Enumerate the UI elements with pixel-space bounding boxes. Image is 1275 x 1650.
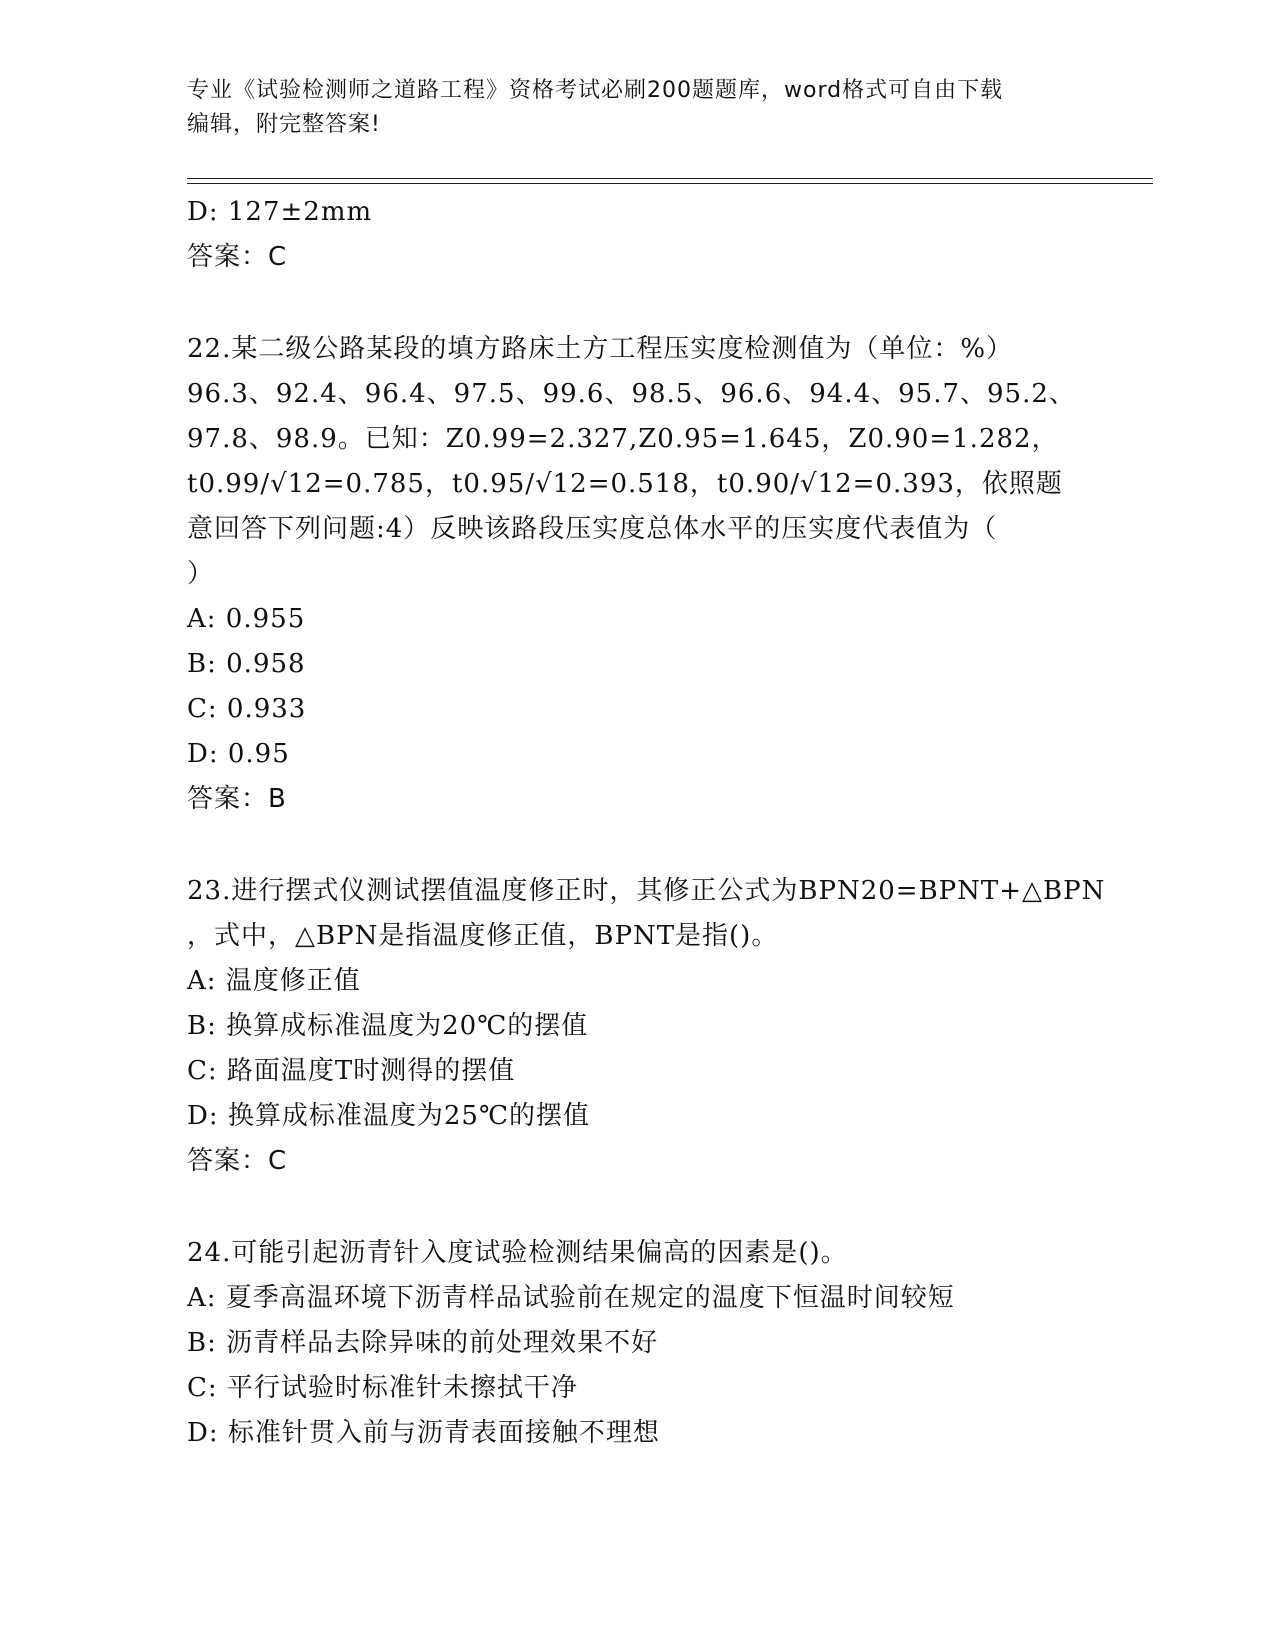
question-text: 96.3、92.4、96.4、97.5、99.6、98.5、96.6、94.4、95.7、95.2、 [187,379,1076,409]
option-d: D: 标准针贯入前与沥青表面接触不理想 [187,1418,660,1448]
option-a: A: 夏季高温环境下沥青样品试验前在规定的温度下恒温时间较短 [187,1283,955,1313]
option-b: B: 0.958 [187,649,306,679]
question-text: 24.可能引起沥青针入度试验检测结果偏高的因素是()。 [187,1238,848,1268]
question-text: 97.8、98.9。已知：Z0.99=2.327,Z0.95=1.645，Z0.90=1.282， [187,424,1059,454]
option-d: D: 换算成标准温度为25℃的摆值 [187,1101,591,1131]
option-d: D: 0.95 [187,739,290,769]
question-block [187,1231,1087,1456]
option-c: C: 0.933 [187,694,307,724]
question-block [187,869,1106,1184]
option-b: B: 换算成标准温度为20℃的摆值 [187,1011,589,1041]
header-rule-bottom [187,183,1153,184]
question-text: 22.某二级公路某段的填方路床土方工程压实度检测值为（单位：%） [187,334,1014,364]
question-block [187,327,1087,822]
option-c: C: 平行试验时标准针未擦拭干净 [187,1373,578,1403]
option-a: A: 0.955 [187,604,306,634]
option-line: D: 127±2mm [187,197,373,227]
document-header [187,74,1067,142]
header-line-2: 编辑，附完整答案! [187,112,381,137]
question-block [187,190,1087,280]
document-body [187,190,1106,1456]
answer-line: 答案：B [187,784,287,814]
answer-line: 答案：C [187,1146,288,1176]
option-b: B: 沥青样品去除异味的前处理效果不好 [187,1328,659,1358]
option-c: C: 路面温度T时测得的摆值 [187,1056,516,1086]
question-text: t0.99/√12=0.785，t0.95/√12=0.518，t0.90/√12=0.393，依照题 [187,469,1063,499]
answer-line: 答案：C [187,242,288,272]
question-text: 23.进行摆式仪测试摆值温度修正时，其修正公式为BPN20=BPNT+△BPN [187,876,1106,906]
option-a: A: 温度修正值 [187,966,361,996]
header-line-1: 专业《试验检测师之道路工程》资格考试必刷200题题库，word格式可自由下载 [187,78,1004,103]
header-rule-top [187,178,1153,179]
question-text: ，式中，△BPN是指温度修正值，BPNT是指()。 [187,921,779,951]
question-text: 意回答下列问题:4）反映该路段压实度总体水平的压实度代表值为（ [187,514,998,544]
question-text: ） [187,559,215,589]
